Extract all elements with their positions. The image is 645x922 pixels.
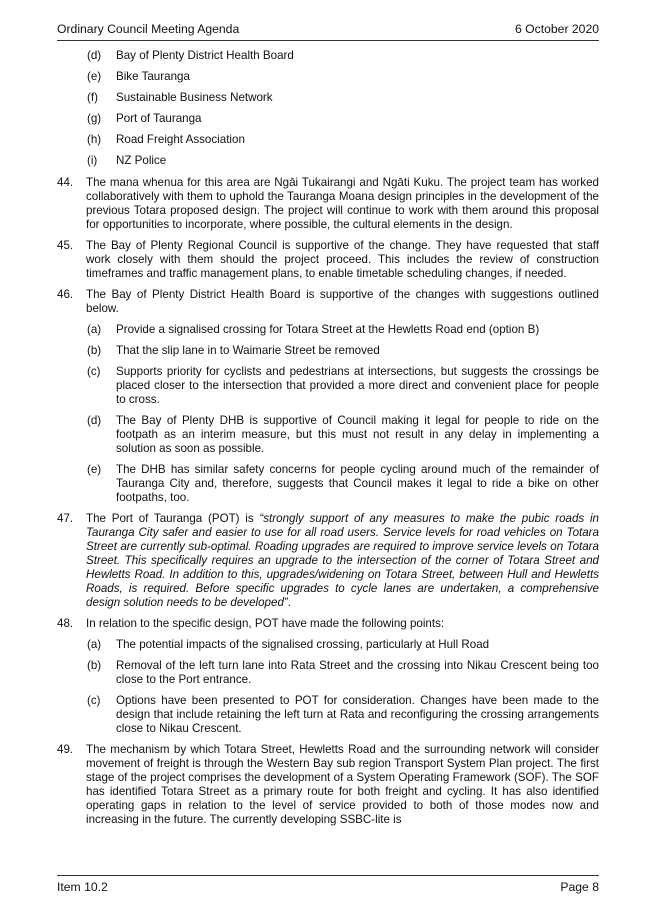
- paragraph-tail: .: [287, 596, 291, 609]
- paragraph-48: [57, 617, 599, 631]
- paragraph-number: 47.: [57, 512, 74, 525]
- list-item-text: NZ Police: [116, 154, 167, 167]
- list-item: [87, 154, 599, 175]
- paragraph-47: [57, 512, 599, 610]
- document-body: [57, 49, 599, 827]
- list-item-label: (i): [87, 154, 98, 167]
- list-item-text: Options have been presented to POT for consideration. Changes have been made to the design that include retaining the left turn at Rata and reconfiguring the crossing arrangements close to Nikau Crescent.: [116, 694, 599, 735]
- list-top: [57, 49, 599, 175]
- list-item: [87, 659, 599, 687]
- page-footer: [57, 880, 599, 896]
- list-item-text: The potential impacts of the signalised crossing, particularly at Hull Road: [116, 638, 490, 651]
- paragraph-45: [57, 239, 599, 281]
- header-divider: [57, 40, 599, 41]
- list-item: [87, 49, 599, 70]
- list-item: [87, 70, 599, 91]
- list-item-label: (a): [87, 638, 102, 651]
- list-item-label: (a): [87, 323, 102, 336]
- paragraph-49: [57, 743, 599, 827]
- paragraph-number: 48.: [57, 617, 74, 630]
- paragraph-number: 44.: [57, 176, 74, 189]
- list-item-text: Bay of Plenty District Health Board: [116, 49, 294, 62]
- paragraph-text: The Bay of Plenty Regional Council is supportive of the change. They have requested that staff work closely with them should the project proceed. This includes the review of construction timeframes and traffic management plans, to enable timetable scheduling changes, if needed.: [86, 239, 599, 280]
- list-item-label: (d): [87, 49, 102, 62]
- page-header: [57, 22, 599, 38]
- list-item: [87, 365, 599, 407]
- list-item: [87, 414, 599, 456]
- list-item-label: (e): [87, 70, 102, 83]
- list-item-text: That the slip lane in to Waimarie Street be removed: [116, 344, 380, 357]
- list-item: [87, 638, 599, 652]
- list-item-text: Bike Tauranga: [116, 70, 190, 83]
- list-item: [87, 463, 599, 505]
- paragraph-46: [57, 288, 599, 316]
- paragraph-text: [86, 512, 599, 610]
- list-item-label: (e): [87, 463, 102, 476]
- list-item-label: (d): [87, 414, 102, 427]
- list-item: [87, 133, 599, 154]
- paragraph-text: In relation to the specific design, POT have made the following points:: [86, 617, 445, 630]
- list-item: [87, 91, 599, 112]
- paragraph-text: The mechanism by which Totara Street, Hewletts Road and the surrounding network will consider movement of freight is through the Western Bay sub region Transport System Plan project. The first stage of the project comprises the development of a System Operating Framework (SOF). The SOF has identified Totara Street as a primary route for both freight and cycling. It has also identified operating gaps in relation to the level of service provided to both of those modes now and increasing in the future. The currently developing SSBC-lite is: [86, 743, 599, 826]
- list-item-label: (f): [87, 91, 98, 104]
- paragraph-quote: “strongly support of any measures to make the pubic roads in Tauranga City safer and easier to use for all road users. Service levels for road vehicles on Totara Street are currently sub-optimal. Roading upgrades are required to improve service levels on Totara Street. This specifically requires an upgrade to the intersection of the corner of Totara Street and Hewletts Road. In addition to this, upgrades/widening on Totara Street, between Hull and Hewletts Roads, is required. Before specific upgrades to cycle lanes are undertaken, a comprehensive design solution needs to be developed”: [86, 512, 599, 609]
- list-item: [87, 694, 599, 736]
- list-item-text: Supports priority for cyclists and pedestrians at intersections, but suggests the crossings be placed closer to the intersection that provided a more direct and convenient place for people to cross.: [116, 365, 599, 406]
- list-item-label: (c): [87, 365, 101, 378]
- list-item: [87, 344, 599, 358]
- list-item: [87, 323, 599, 337]
- paragraph-number: 45.: [57, 239, 74, 252]
- list-item-text: Sustainable Business Network: [116, 91, 273, 104]
- list-item-label: (b): [87, 344, 102, 357]
- paragraph-text: The Bay of Plenty District Health Board is supportive of the changes with suggestions outlined below.: [86, 288, 599, 315]
- paragraph-number: 46.: [57, 288, 74, 301]
- list-item: [87, 112, 599, 133]
- list-item-text: The Bay of Plenty DHB is supportive of Council making it legal for people to ride on the footpath as an interim measure, but this must not result in any delay in implementing a solution as soon as possible.: [116, 414, 599, 455]
- list-item-label: (c): [87, 694, 101, 707]
- list-item-text: Road Freight Association: [116, 133, 245, 146]
- paragraph-text: The mana whenua for this area are Ngāi Tukairangi and Ngāti Kuku. The project team has worked collaboratively with them to uphold the Tauranga Moana design principles in the development of the previous Totara proposed design. The project will continue to work with them around this proposal for opportunities to incorporate, where possible, the cultural elements in the design.: [86, 176, 599, 231]
- list-item-label: (g): [87, 112, 102, 125]
- list-item-text: Port of Tauranga: [116, 112, 202, 125]
- list-item-text: Provide a signalised crossing for Totara Street at the Hewletts Road end (option B): [116, 323, 540, 336]
- footer-item: Item 10.2: [57, 880, 108, 894]
- header-date: 6 October 2020: [514, 22, 599, 36]
- list-item-label: (h): [87, 133, 102, 146]
- paragraph-lead: The Port of Tauranga (POT) is: [86, 512, 260, 525]
- footer-divider: [57, 875, 599, 876]
- list-item-text: Removal of the left turn lane into Rata Street and the crossing into Nikau Crescent being too close to the Port entrance.: [116, 659, 599, 686]
- header-title: Ordinary Council Meeting Agenda: [57, 22, 240, 36]
- paragraph-44: [57, 176, 599, 232]
- list-item-label: (b): [87, 659, 102, 672]
- footer-page: Page 8: [560, 880, 599, 894]
- list-item-text: The DHB has similar safety concerns for people cycling around much of the remainder of Tauranga City and, therefore, suggests that Council makes it legal to ride a bike on other footpaths, too.: [116, 463, 599, 504]
- paragraph-number: 49.: [57, 743, 74, 756]
